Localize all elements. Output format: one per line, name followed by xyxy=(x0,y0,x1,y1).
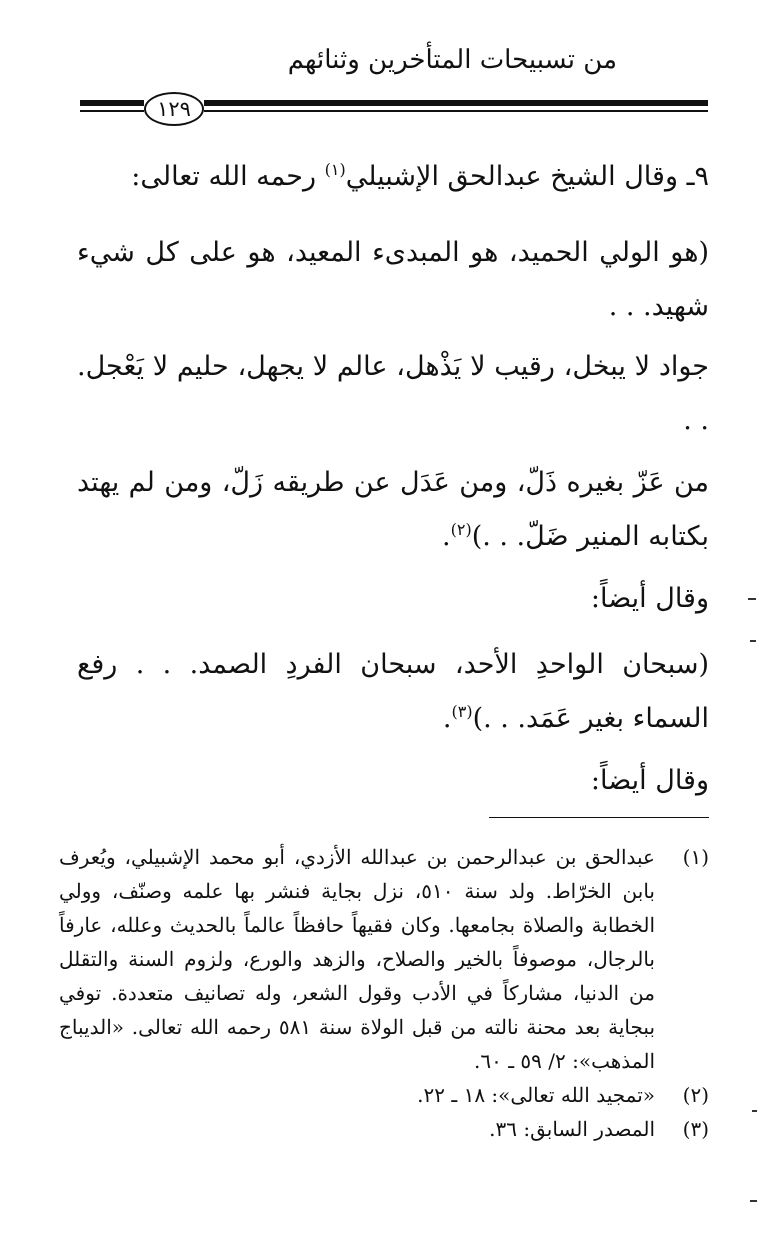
quote-paragraph-3 xyxy=(77,456,709,564)
footnote-3 xyxy=(59,1112,709,1146)
quote-3-end: . xyxy=(442,521,451,552)
footnote-ref-3: (٣) xyxy=(451,702,473,721)
said-also-2: وقال أيضاً: xyxy=(590,765,709,796)
intro-text-end: رحمه الله تعالى: xyxy=(131,161,325,192)
footnote-2 xyxy=(59,1078,709,1112)
footnotes xyxy=(59,840,709,1146)
margin-mark xyxy=(752,1110,757,1112)
margin-mark xyxy=(750,1200,757,1202)
intro-text: ٩ـ وقال الشيخ عبدالحق الإشبيلي xyxy=(345,161,709,192)
footnote-text: عبدالحق بن عبدالرحمن بن عبدالله الأزدي، أبو محمد الإشبيلي، ويُعرف بابن الخرّاط. ولد سنة ٥١٠، نزل بجاية فنشر بها علمه وصنّف، وولي الخطابة والصلاة بجامعها. وكان فقيهاً حافظاً عالماً بالحديث وعلله، عارفاً بالرجال، موصوفاً بالخير والصلاح، والزهد والورع، ولزوم السنة والتقلل من الدنيا، مشاركاً في الأدب وقول الشعر، وله تصانيف متعددة. توفي ببجاية بعد محنة نالته من قبل الولاة سنة ٥٨١ رحمه الله تعالى. «الديباج المذهب»: ٢/ ٥٩ ـ ٦٠. xyxy=(59,845,656,1073)
margin-mark xyxy=(748,598,756,600)
footnote-separator xyxy=(489,817,709,818)
quote-3-text: من عَزّ بغيره ذَلّ، ومن عَدَل عن طريقه زَلّ، ومن لم يهتد بكتابه المنير ضَلّ. . .) xyxy=(77,467,709,552)
footnote-ref-2: (٢) xyxy=(450,520,472,539)
footnote-number: (٢) xyxy=(682,1083,709,1107)
quote-paragraph-2: جواد لا يبخل، رقيب لا يَذْهل، عالم لا يجهل، حليم لا يَعْجل. . . xyxy=(77,351,709,436)
paragraph-intro xyxy=(77,150,709,204)
footnote-ref-1: (١) xyxy=(324,160,346,179)
quote-4-text: (سبحان الواحدِ الأحد، سبحان الفردِ الصمد. . . رفع السماء بغير عَمَد. . .) xyxy=(77,649,709,734)
footnote-number: (٣) xyxy=(682,1117,709,1141)
page-number: ١٢٩ xyxy=(144,92,204,126)
footnote-1 xyxy=(59,840,709,1078)
header-rule-right xyxy=(204,96,708,122)
footnote-text: «تمجيد الله تعالى»: ١٨ ـ ٢٢. xyxy=(417,1083,655,1107)
margin-mark xyxy=(750,640,756,642)
running-title: من تسبيحات المتأخرين وثنائهم xyxy=(287,45,617,75)
quote-paragraph-1: (هو الولي الحميد، هو المبدىء المعيد، هو على كل شيء شهيد. . . xyxy=(77,237,709,322)
header-rule-left xyxy=(80,96,144,122)
said-also-1: وقال أيضاً: xyxy=(590,583,709,614)
footnote-text: المصدر السابق: ٣٦. xyxy=(489,1117,655,1141)
quote-4-end: . xyxy=(442,703,452,734)
footnote-number: (١) xyxy=(682,845,709,869)
quote-paragraph-4 xyxy=(77,638,709,746)
